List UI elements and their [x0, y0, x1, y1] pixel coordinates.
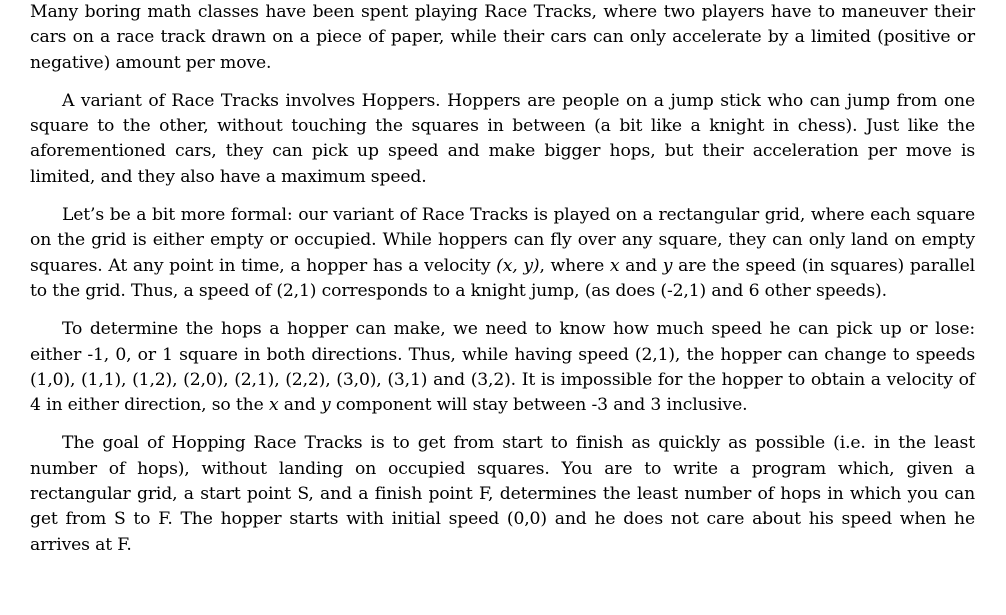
math-segment: x [609, 255, 620, 276]
math-segment: y [662, 255, 673, 276]
text-segment: are the speed (in squares) parallel to the grid. Thus, a speed of (2,1) corresponds to a knight jump, (as does (-2,1) and 6 other speeds). [30, 255, 976, 301]
math-segment: (x, y) [496, 255, 540, 276]
text-segment: Many boring math classes have been spent playing Race Tracks, where two players have to maneuver their cars on a race track drawn on a piece of paper, while their cars can only accelerate by a limited (positive or negative) amount per move. [30, 2, 975, 73]
paragraph-hoppers [30, 89, 975, 190]
text-segment: component will stay between -3 and 3 inclusive. [330, 395, 748, 416]
text-segment: The goal of Hopping Race Tracks is to get from start to finish as quickly as possible (i.e. in the least number of hops), without landing on occupied squares. You are to write a program which, given a rectangular grid, a start point S, and a finish point F, determines the least number of hops in which you can get from S to F. The hopper starts with initial speed (0,0) and he does not care about his speed when he arrives at F. [30, 433, 975, 555]
paragraph-formal-definition [30, 203, 975, 304]
math-segment: x [268, 395, 279, 416]
text-segment: Let’s be a bit more formal: our variant of Race Tracks is played on a rectangular grid, where each square on the grid is either empty or occupied. While hoppers can fly over any square, they can only land on empty squares. At any point in time, a hopper has a velocity [30, 205, 975, 276]
paragraph-intro [30, 0, 975, 76]
text-segment: , where [539, 255, 610, 276]
paragraph-acceleration [30, 317, 975, 418]
text-segment: To determine the hops a hopper can make, we need to know how much speed he can pick up or lose: either -1, 0, or 1 square in both directions. Thus, while having speed (2,1), the hopper can change to speeds (1,0), (1,1), (1,2), (2,0), (2,1), (2,2), (3,0), (3,1) and (3,2). It is impossible for the hopper to obtain a velocity of 4 in either direction, so the [30, 319, 975, 416]
text-segment: and [278, 395, 321, 416]
text-segment: and [619, 255, 663, 276]
text-segment: A variant of Race Tracks involves Hoppers. Hoppers are people on a jump stick who can jump from one square to the other, without touching the squares in between (a bit like a knight in chess). Just like the aforementioned cars, they can pick up speed and make bigger hops, but their acceleration per move is limited, and they also have a maximum speed. [30, 90, 975, 187]
math-segment: y [320, 395, 331, 416]
paragraph-goal [30, 431, 975, 557]
